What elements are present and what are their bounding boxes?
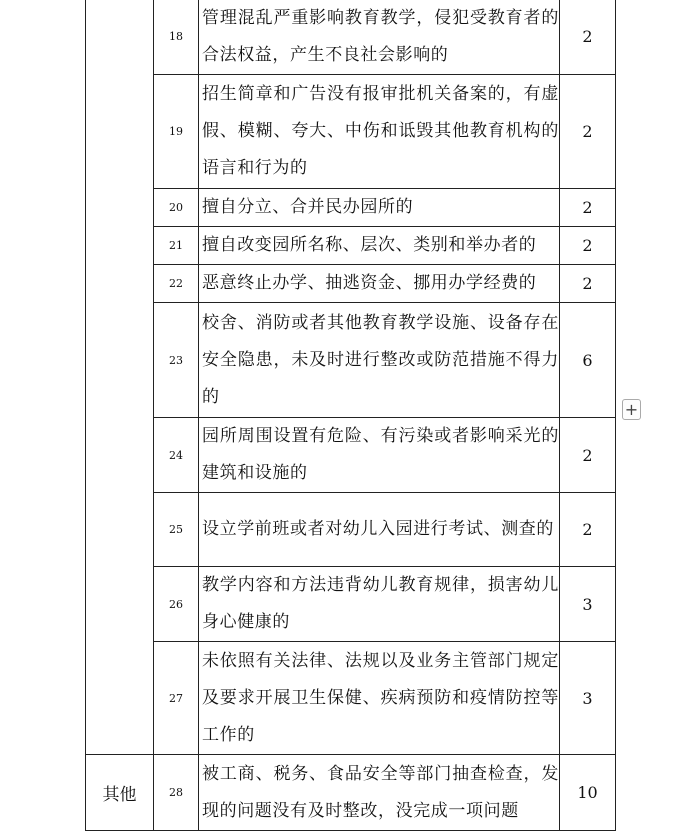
row-text: 被工商、税务、食品安全等部门抽查检查，发现的问题没有及时整改，没完成一项问题 — [199, 755, 560, 831]
row-number: 27 — [154, 642, 199, 755]
table-row — [86, 642, 616, 755]
row-text: 校舍、消防或者其他教育教学设施、设备存在安全隐患，未及时进行整改或防范措施不得力的 — [199, 303, 560, 418]
row-text: 擅自分立、合并民办园所的 — [199, 189, 560, 227]
row-number: 22 — [154, 265, 199, 303]
table-row — [86, 227, 616, 265]
row-score: 6 — [560, 303, 616, 418]
row-number: 23 — [154, 303, 199, 418]
table-row — [86, 0, 616, 75]
row-score: 2 — [560, 189, 616, 227]
plus-icon[interactable]: + — [622, 399, 641, 420]
table-row — [86, 567, 616, 642]
row-number: 25 — [154, 493, 199, 567]
row-text: 擅自改变园所名称、层次、类别和举办者的 — [199, 227, 560, 265]
row-number: 19 — [154, 75, 199, 189]
row-score: 2 — [560, 227, 616, 265]
table-row — [86, 755, 616, 831]
table-row — [86, 303, 616, 418]
row-text: 设立学前班或者对幼儿入园进行考试、测查的 — [199, 493, 560, 567]
table-row — [86, 493, 616, 567]
row-number: 26 — [154, 567, 199, 642]
row-score: 3 — [560, 642, 616, 755]
penalty-table — [85, 0, 616, 831]
row-score: 3 — [560, 567, 616, 642]
table-row — [86, 418, 616, 493]
row-text: 教学内容和方法违背幼儿教育规律，损害幼儿身心健康的 — [199, 567, 560, 642]
row-score: 2 — [560, 418, 616, 493]
row-number: 20 — [154, 189, 199, 227]
category-cell-other: 其他 — [86, 755, 154, 831]
row-text: 园所周围设置有危险、有污染或者影响采光的建筑和设施的 — [199, 418, 560, 493]
row-text: 未依照有关法律、法规以及业务主管部门规定及要求开展卫生保健、疾病预防和疫情防控等工作的 — [199, 642, 560, 755]
row-number: 18 — [154, 0, 199, 75]
row-text: 恶意终止办学、抽逃资金、挪用办学经费的 — [199, 265, 560, 303]
table-row — [86, 75, 616, 189]
row-text: 管理混乱严重影响教育教学，侵犯受教育者的合法权益，产生不良社会影响的 — [199, 0, 560, 75]
row-score: 10 — [560, 755, 616, 831]
table-row — [86, 189, 616, 227]
row-score: 2 — [560, 0, 616, 75]
row-score: 2 — [560, 265, 616, 303]
category-cell — [86, 0, 154, 755]
row-score: 2 — [560, 493, 616, 567]
table-row — [86, 265, 616, 303]
row-number: 24 — [154, 418, 199, 493]
row-text: 招生简章和广告没有报审批机关备案的，有虚假、模糊、夸大、中伤和诋毁其他教育机构的语言和行为的 — [199, 75, 560, 189]
row-number: 21 — [154, 227, 199, 265]
row-score: 2 — [560, 75, 616, 189]
row-number: 28 — [154, 755, 199, 831]
